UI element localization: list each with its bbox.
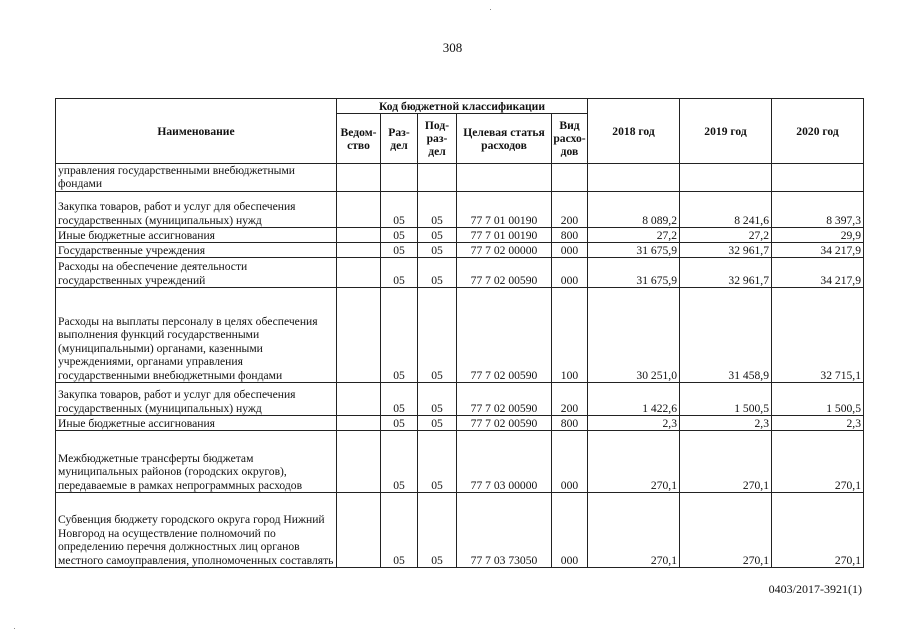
row-podrazdel: 05 — [418, 431, 457, 493]
row-razdel: 05 — [381, 493, 418, 568]
row-vedomstvo — [337, 243, 381, 258]
row-vedomstvo — [337, 228, 381, 243]
table-row — [56, 416, 864, 431]
row-razdel: 05 — [381, 258, 418, 288]
header-vid: Вид расхо-дов — [552, 114, 588, 164]
row-vedomstvo — [337, 383, 381, 416]
header-name: Наименование — [56, 99, 337, 164]
row-razdel — [381, 164, 418, 192]
row-2018: 1 422,6 — [588, 383, 680, 416]
table-row — [56, 243, 864, 258]
row-2018: 2,3 — [588, 416, 680, 431]
row-2020: 32 715,1 — [772, 288, 864, 383]
row-name: Расходы на обеспечение деятельности государственных учреждений — [56, 258, 337, 288]
table-row — [56, 431, 864, 493]
row-name: Закупка товаров, работ и услуг для обеспечения государственных (муниципальных) нужд — [56, 383, 337, 416]
row-2019: 1 500,5 — [680, 383, 772, 416]
row-vid: 800 — [552, 228, 588, 243]
row-2020: 34 217,9 — [772, 243, 864, 258]
row-2019: 2,3 — [680, 416, 772, 431]
row-name: Государственные учреждения — [56, 243, 337, 258]
row-razdel: 05 — [381, 383, 418, 416]
row-podrazdel: 05 — [418, 243, 457, 258]
row-name: Иные бюджетные ассигнования — [56, 416, 337, 431]
row-2020: 270,1 — [772, 493, 864, 568]
row-name: управления государственными внебюджетными фондами — [56, 164, 337, 192]
row-2018: 31 675,9 — [588, 258, 680, 288]
row-2020: 34 217,9 — [772, 258, 864, 288]
table-row — [56, 164, 864, 192]
table-row — [56, 258, 864, 288]
row-2018: 270,1 — [588, 493, 680, 568]
header-vedomstvo: Ведом-ство — [337, 114, 381, 164]
row-vedomstvo — [337, 164, 381, 192]
budget-table — [55, 98, 864, 568]
row-vedomstvo — [337, 493, 381, 568]
row-celevaya: 77 7 02 00000 — [457, 243, 552, 258]
row-razdel: 05 — [381, 243, 418, 258]
row-2019: 8 241,6 — [680, 192, 772, 228]
row-2018 — [588, 164, 680, 192]
row-vid — [552, 164, 588, 192]
table-row — [56, 288, 864, 383]
row-name: Межбюджетные трансферты бюджетам муниципальных районов (городских округов), передаваемые в рамках непрограммных расходов — [56, 431, 337, 493]
header-celevaya: Целевая статья расходов — [457, 114, 552, 164]
row-podrazdel: 05 — [418, 383, 457, 416]
row-vedomstvo — [337, 192, 381, 228]
row-vid: 000 — [552, 493, 588, 568]
row-2020: 2,3 — [772, 416, 864, 431]
row-celevaya: 77 7 02 00590 — [457, 288, 552, 383]
scan-speck — [490, 9, 491, 10]
row-2019 — [680, 164, 772, 192]
table-row — [56, 192, 864, 228]
row-2018: 27,2 — [588, 228, 680, 243]
row-2019: 270,1 — [680, 493, 772, 568]
row-celevaya: 77 7 03 73050 — [457, 493, 552, 568]
row-celevaya: 77 7 02 00590 — [457, 258, 552, 288]
row-name: Иные бюджетные ассигнования — [56, 228, 337, 243]
row-vedomstvo — [337, 258, 381, 288]
row-celevaya: 77 7 01 00190 — [457, 228, 552, 243]
row-celevaya: 77 7 02 00590 — [457, 383, 552, 416]
row-vedomstvo — [337, 431, 381, 493]
row-podrazdel: 05 — [418, 416, 457, 431]
table-row — [56, 383, 864, 416]
row-2020: 1 500,5 — [772, 383, 864, 416]
row-vedomstvo — [337, 416, 381, 431]
row-celevaya: 77 7 03 00000 — [457, 431, 552, 493]
row-vid: 000 — [552, 258, 588, 288]
row-2019: 27,2 — [680, 228, 772, 243]
row-razdel: 05 — [381, 416, 418, 431]
header-2020: 2020 год — [772, 99, 864, 164]
scan-speck — [14, 628, 15, 629]
row-podrazdel: 05 — [418, 493, 457, 568]
page-number: 308 — [442, 40, 463, 55]
row-2018: 270,1 — [588, 431, 680, 493]
header-podrazdel: Под-раз-дел — [418, 114, 457, 164]
header-razdel: Раз-дел — [381, 114, 418, 164]
row-vid: 200 — [552, 192, 588, 228]
row-name: Субвенция бюджету городского округа город Нижний Новгород на осуществление полномочий по определению перечня должностных лиц органов местного самоуправления, уполномоченных составлять — [56, 493, 337, 568]
row-celevaya: 77 7 01 00190 — [457, 192, 552, 228]
row-vid: 800 — [552, 416, 588, 431]
row-2019: 31 458,9 — [680, 288, 772, 383]
document-code: 0403/2017-3921(1) — [768, 582, 862, 596]
row-razdel: 05 — [381, 228, 418, 243]
table-row — [56, 228, 864, 243]
row-razdel: 05 — [381, 288, 418, 383]
row-name: Расходы на выплаты персоналу в целях обеспечения выполнения функций государственными (муниципальными) органами, казенными учреждениями, органами управления государственными внебюджетными фондами — [56, 288, 337, 383]
row-2018: 8 089,2 — [588, 192, 680, 228]
row-podrazdel: 05 — [418, 288, 457, 383]
row-podrazdel — [418, 164, 457, 192]
row-celevaya: 77 7 02 00590 — [457, 416, 552, 431]
table-row — [56, 493, 864, 568]
row-vid: 200 — [552, 383, 588, 416]
row-razdel: 05 — [381, 192, 418, 228]
row-podrazdel: 05 — [418, 258, 457, 288]
row-2019: 32 961,7 — [680, 258, 772, 288]
header-2018: 2018 год — [588, 99, 680, 164]
row-vid: 100 — [552, 288, 588, 383]
row-2020: 8 397,3 — [772, 192, 864, 228]
row-2019: 32 961,7 — [680, 243, 772, 258]
row-vedomstvo — [337, 288, 381, 383]
row-2019: 270,1 — [680, 431, 772, 493]
row-vid: 000 — [552, 431, 588, 493]
row-celevaya — [457, 164, 552, 192]
row-2018: 31 675,9 — [588, 243, 680, 258]
row-name: Закупка товаров, работ и услуг для обеспечения государственных (муниципальных) нужд — [56, 192, 337, 228]
row-podrazdel: 05 — [418, 228, 457, 243]
row-2018: 30 251,0 — [588, 288, 680, 383]
row-vid: 000 — [552, 243, 588, 258]
row-2020: 270,1 — [772, 431, 864, 493]
row-razdel: 05 — [381, 431, 418, 493]
header-kbk: Код бюджетной классификации — [337, 99, 588, 114]
row-2020: 29,9 — [772, 228, 864, 243]
header-2019: 2019 год — [680, 99, 772, 164]
row-podrazdel: 05 — [418, 192, 457, 228]
row-2020 — [772, 164, 864, 192]
